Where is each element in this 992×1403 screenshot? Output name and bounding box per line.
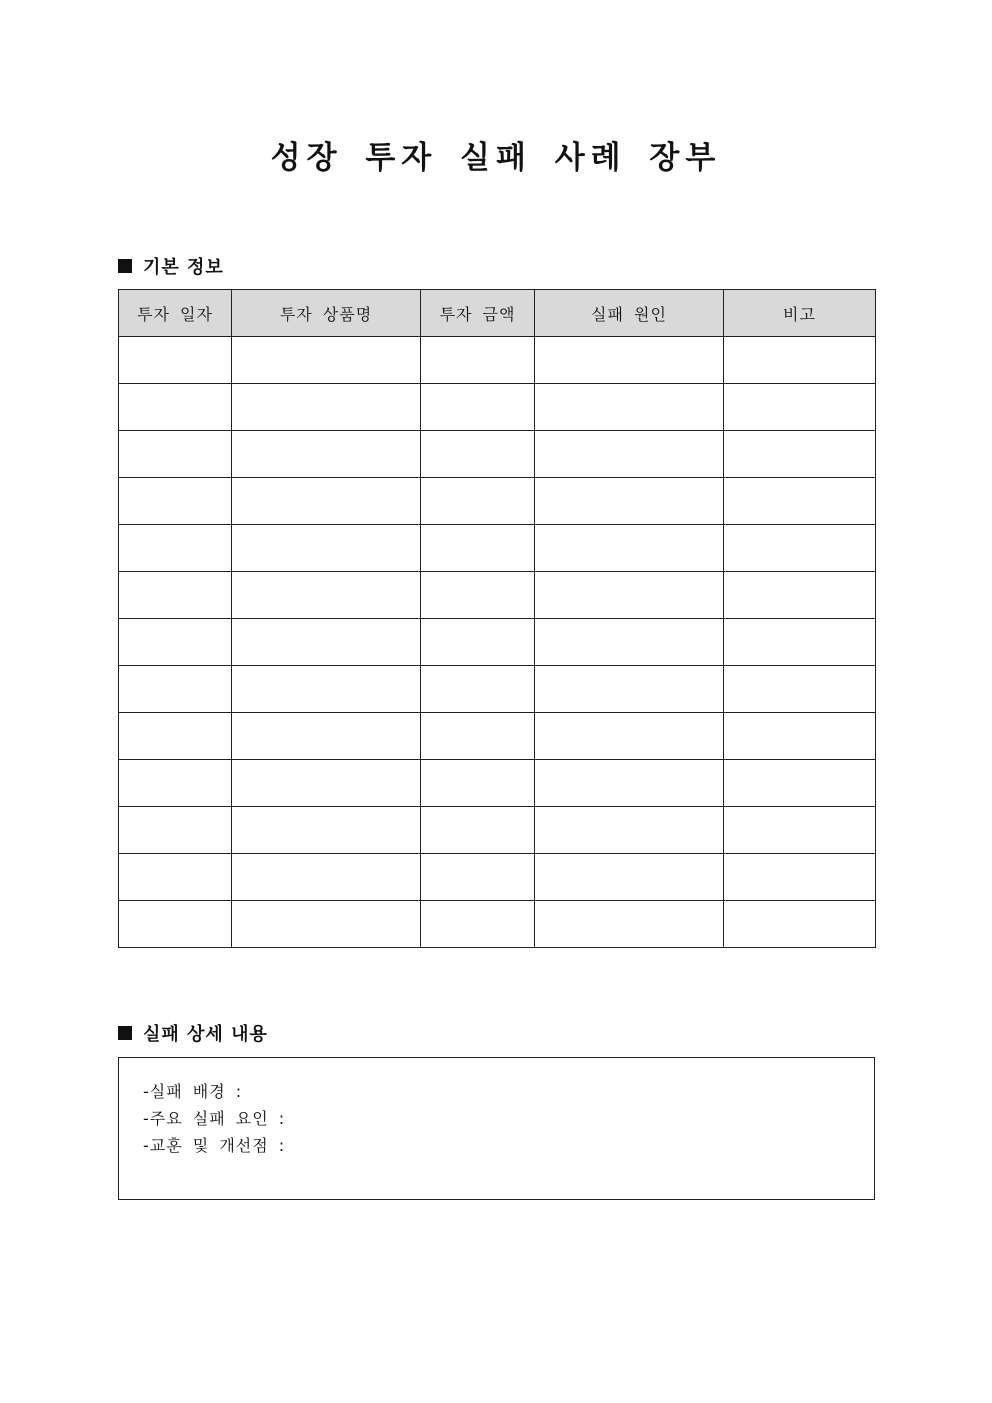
square-bullet-icon: [118, 259, 132, 273]
table-cell-remarks[interactable]: [724, 760, 876, 807]
table-cell-investment-amount[interactable]: [421, 760, 535, 807]
table-cell-remarks[interactable]: [724, 619, 876, 666]
table-cell-failure-cause[interactable]: [535, 619, 724, 666]
table-row: [119, 807, 876, 854]
table-cell-failure-cause[interactable]: [535, 713, 724, 760]
table-cell-failure-cause[interactable]: [535, 384, 724, 431]
table-cell-product-name[interactable]: [232, 713, 421, 760]
square-bullet-icon: [118, 1026, 132, 1040]
table-cell-failure-cause[interactable]: [535, 666, 724, 713]
table-cell-product-name[interactable]: [232, 478, 421, 525]
table-cell-product-name[interactable]: [232, 384, 421, 431]
basic-info-heading-label: 기본 정보: [143, 257, 224, 278]
table-cell-remarks[interactable]: [724, 713, 876, 760]
table-cell-investment-amount[interactable]: [421, 478, 535, 525]
failure-detail-heading-label: 실패 상세 내용: [143, 1024, 268, 1045]
table-cell-product-name[interactable]: [232, 760, 421, 807]
column-header-remarks: 비고: [724, 290, 876, 337]
column-header-product-name: 투자 상품명: [232, 290, 421, 337]
table-cell-investment-amount[interactable]: [421, 619, 535, 666]
table-cell-investment-date[interactable]: [119, 478, 232, 525]
table-cell-product-name[interactable]: [232, 431, 421, 478]
table-cell-investment-amount[interactable]: [421, 572, 535, 619]
table-cell-remarks[interactable]: [724, 431, 876, 478]
table-cell-product-name[interactable]: [232, 572, 421, 619]
table-cell-investment-amount[interactable]: [421, 807, 535, 854]
table-cell-investment-date[interactable]: [119, 854, 232, 901]
basic-info-table: [118, 289, 876, 948]
table-cell-investment-date[interactable]: [119, 431, 232, 478]
table-cell-remarks[interactable]: [724, 666, 876, 713]
table-row: [119, 431, 876, 478]
table-row: [119, 854, 876, 901]
table-cell-remarks[interactable]: [724, 854, 876, 901]
table-cell-investment-date[interactable]: [119, 713, 232, 760]
table-cell-investment-date[interactable]: [119, 760, 232, 807]
table-row: [119, 478, 876, 525]
table-cell-remarks[interactable]: [724, 525, 876, 572]
basic-info-heading: [118, 253, 224, 279]
table-cell-product-name[interactable]: [232, 666, 421, 713]
table-cell-product-name[interactable]: [232, 901, 421, 948]
table-cell-failure-cause[interactable]: [535, 901, 724, 948]
column-header-investment-date: 투자 일자: [119, 290, 232, 337]
table-cell-investment-amount[interactable]: [421, 384, 535, 431]
lessons-improvements-line: -교훈 및 개선점 :: [143, 1136, 286, 1155]
table-cell-remarks[interactable]: [724, 572, 876, 619]
table-cell-investment-amount[interactable]: [421, 901, 535, 948]
table-cell-failure-cause[interactable]: [535, 478, 724, 525]
table-cell-failure-cause[interactable]: [535, 572, 724, 619]
table-cell-investment-amount[interactable]: [421, 854, 535, 901]
table-cell-investment-date[interactable]: [119, 901, 232, 948]
table-cell-investment-date[interactable]: [119, 666, 232, 713]
table-body: [119, 337, 876, 948]
table-cell-failure-cause[interactable]: [535, 854, 724, 901]
table-cell-investment-date[interactable]: [119, 337, 232, 384]
table-row: [119, 384, 876, 431]
table-cell-investment-amount[interactable]: [421, 337, 535, 384]
table-cell-product-name[interactable]: [232, 854, 421, 901]
table-cell-product-name[interactable]: [232, 619, 421, 666]
table-cell-remarks[interactable]: [724, 901, 876, 948]
table-row: [119, 760, 876, 807]
table-cell-investment-date[interactable]: [119, 807, 232, 854]
table-header-row: [119, 290, 876, 337]
table-row: [119, 337, 876, 384]
failure-detail-box[interactable]: [118, 1057, 875, 1200]
table-cell-product-name[interactable]: [232, 807, 421, 854]
table-cell-remarks[interactable]: [724, 807, 876, 854]
table-cell-remarks[interactable]: [724, 384, 876, 431]
failure-detail-heading: [118, 1020, 268, 1046]
table-cell-remarks[interactable]: [724, 337, 876, 384]
main-failure-factor-line: -주요 실패 요인 :: [143, 1109, 286, 1128]
table-cell-failure-cause[interactable]: [535, 807, 724, 854]
table-cell-failure-cause[interactable]: [535, 431, 724, 478]
table-row: [119, 619, 876, 666]
table-cell-remarks[interactable]: [724, 478, 876, 525]
table-row: [119, 525, 876, 572]
table-cell-failure-cause[interactable]: [535, 337, 724, 384]
table-cell-investment-date[interactable]: [119, 525, 232, 572]
table-row: [119, 901, 876, 948]
table-cell-product-name[interactable]: [232, 525, 421, 572]
table-cell-product-name[interactable]: [232, 337, 421, 384]
table-cell-failure-cause[interactable]: [535, 760, 724, 807]
table-cell-investment-amount[interactable]: [421, 431, 535, 478]
column-header-failure-cause: 실패 원인: [535, 290, 724, 337]
column-header-investment-amount: 투자 금액: [421, 290, 535, 337]
table-cell-investment-amount[interactable]: [421, 713, 535, 760]
table-cell-investment-date[interactable]: [119, 572, 232, 619]
failure-detail-lines: [143, 1078, 285, 1159]
table-cell-failure-cause[interactable]: [535, 525, 724, 572]
failure-background-line: -실패 배경 :: [143, 1082, 243, 1101]
table-cell-investment-amount[interactable]: [421, 666, 535, 713]
table-cell-investment-date[interactable]: [119, 384, 232, 431]
page-title: 성장 투자 실패 사례 장부: [270, 140, 722, 176]
table-cell-investment-amount[interactable]: [421, 525, 535, 572]
table-row: [119, 666, 876, 713]
table-row: [119, 713, 876, 760]
table-cell-investment-date[interactable]: [119, 619, 232, 666]
table-row: [119, 572, 876, 619]
